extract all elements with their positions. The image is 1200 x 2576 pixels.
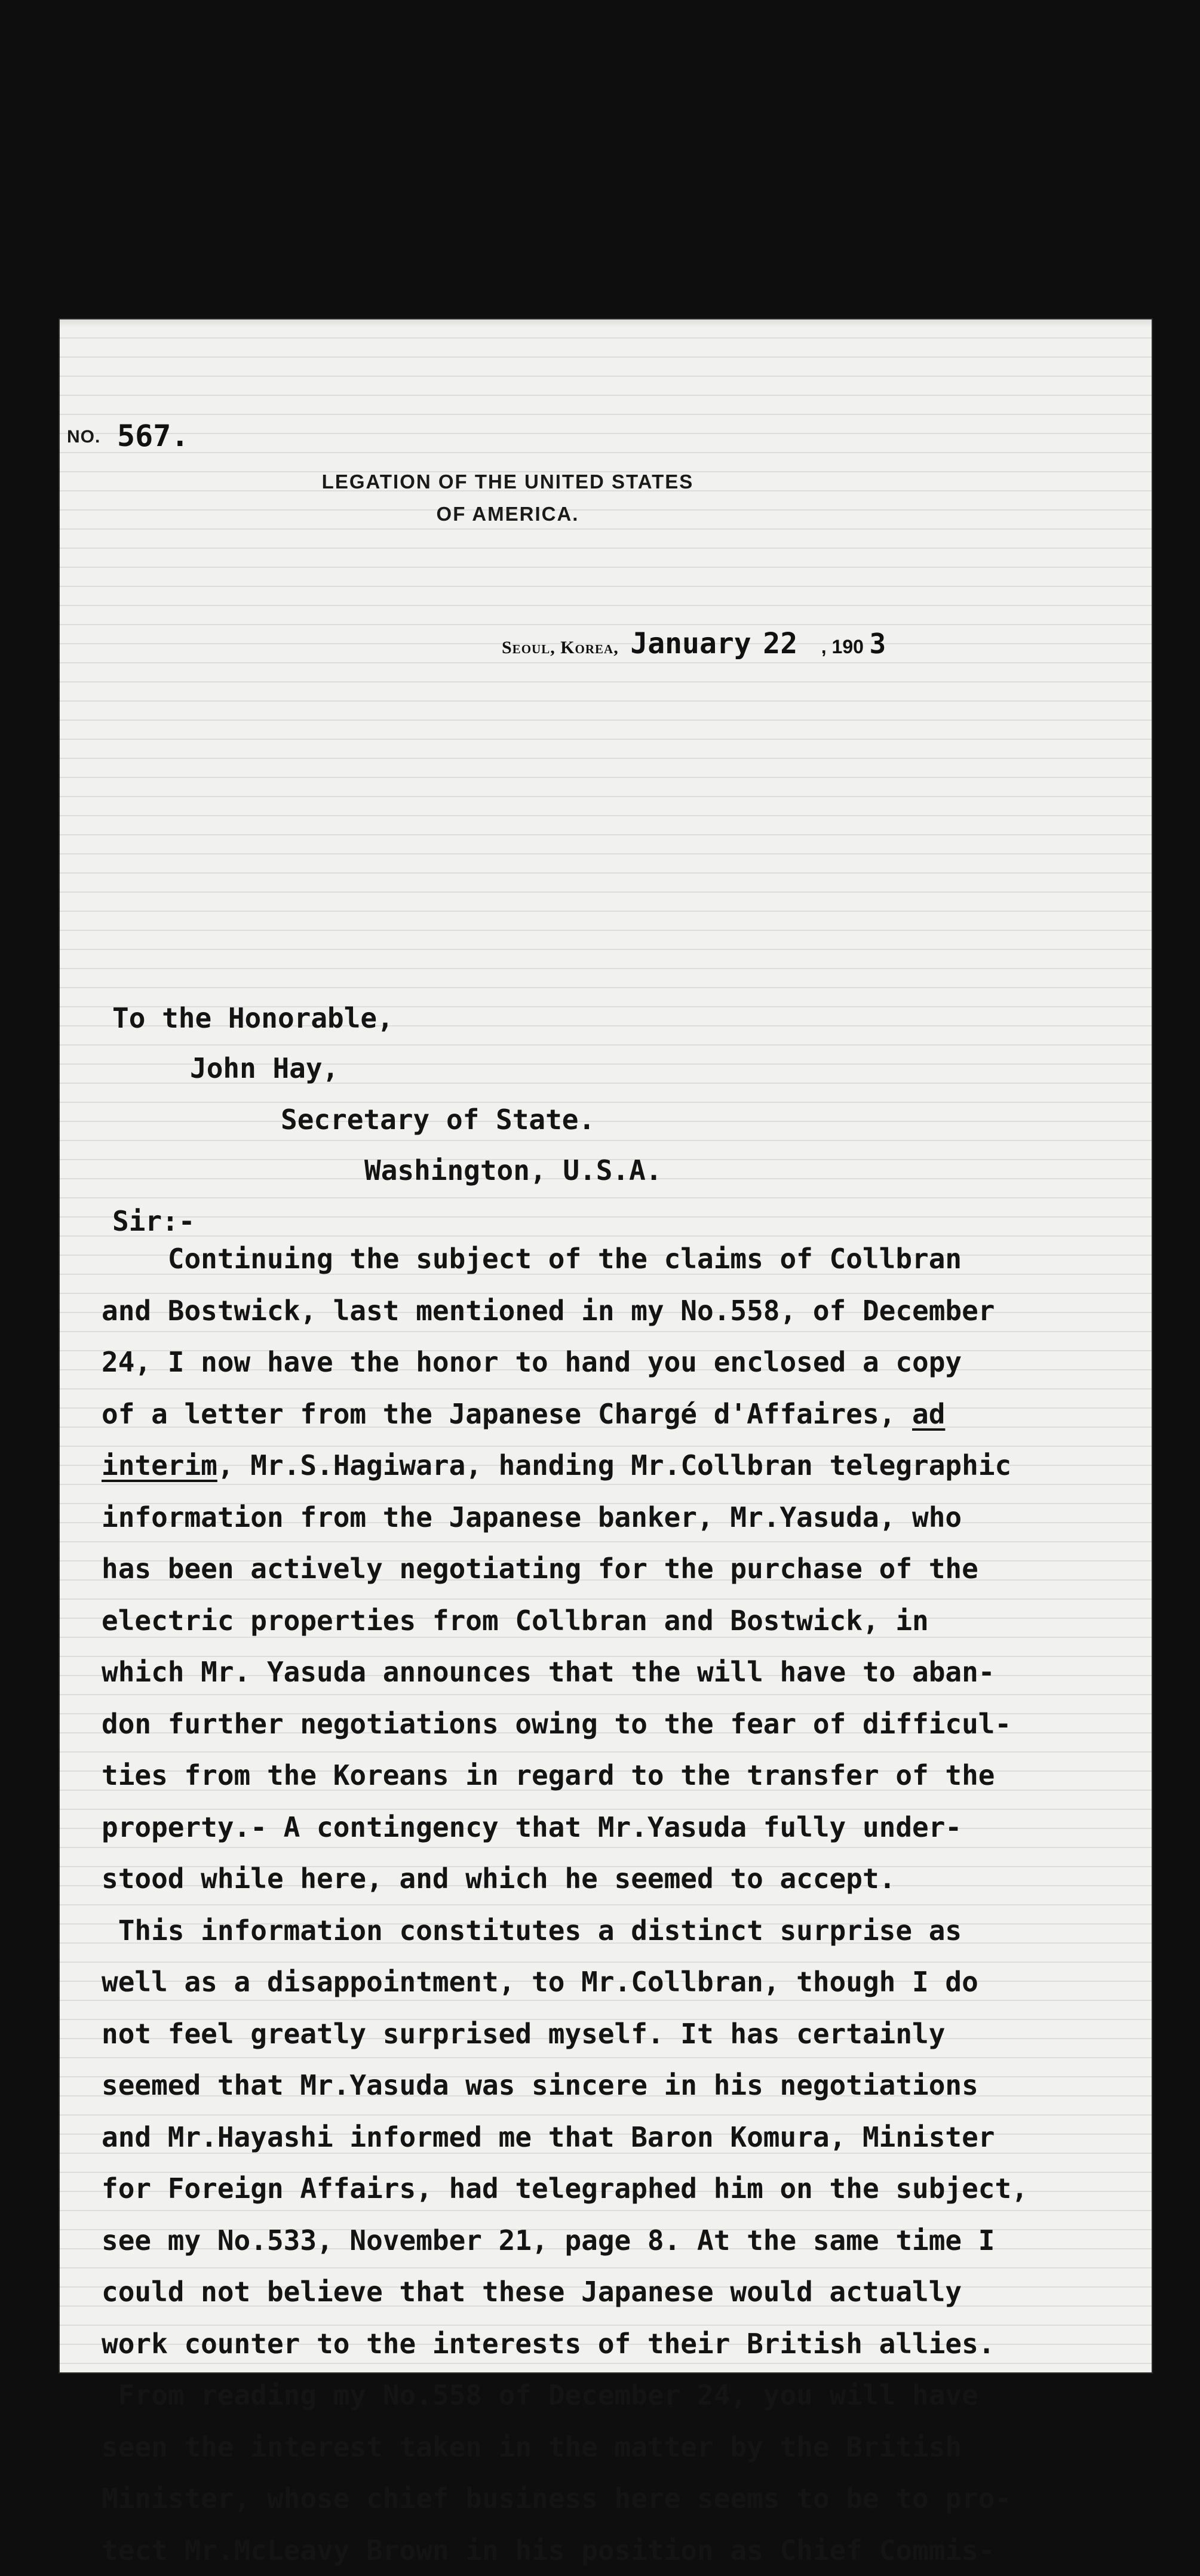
body-line: well as a disappointment, to Mr.Collbran, though I do <box>102 1956 1153 2008</box>
body-line: Minister, whose chief business here seems to be to pro- <box>102 2473 1153 2525</box>
dateline-year-printed: , 190 <box>821 636 864 657</box>
body-line: has been actively negotiating for the purchase of the <box>102 1543 1153 1595</box>
body-line-text: of a letter from the Japanese Chargé d'Affaires, <box>102 1398 912 1430</box>
body-line: This information constitutes a distinct surprise as <box>102 1905 1153 1957</box>
body-line: tect Mr.McLeavy Brown in his position as Chief Commis- <box>102 2525 1153 2576</box>
body-line <box>102 1440 1153 1492</box>
page-edge <box>60 319 1152 328</box>
address-line-3: Secretary of State. <box>281 1102 595 1138</box>
body-line <box>102 1388 1153 1440</box>
body-line: work counter to the interests of their British allies. <box>102 2318 1153 2370</box>
body-line: seen the interest taken in the matter by the British <box>102 2421 1153 2473</box>
body-line: 24, I now have the honor to hand you enclosed a copy <box>102 1336 1153 1388</box>
dateline-place: Seoul, Korea, <box>502 638 619 657</box>
body-line: stood while here, and which he seemed to accept. <box>102 1853 1153 1905</box>
letterhead-line-2: OF AMERICA. <box>239 498 777 530</box>
address-line-1: To the Honorable, <box>112 1000 394 1036</box>
body-line: information from the Japanese banker, Mr.Yasuda, who <box>102 1492 1153 1544</box>
body-line: which Mr. Yasuda announces that the will have to aban- <box>102 1646 1153 1698</box>
body-line: From reading my No.558 of December 24, you will have <box>102 2369 1153 2421</box>
document-number: 567. <box>117 419 189 453</box>
dateline-month: January <box>630 627 751 660</box>
body-line: for Foreign Affairs, had telegraphed him on the subject, <box>102 2163 1153 2215</box>
body-line: don further negotiations owing to the fear of difficul- <box>102 1698 1153 1750</box>
address-line-4: Washington, U.S.A. <box>364 1152 662 1188</box>
letterhead <box>239 466 777 530</box>
underlined-ad: ad <box>912 1398 945 1430</box>
body-line: Continuing the subject of the claims of Collbran <box>102 1233 1153 1285</box>
letterhead-line-1: LEGATION OF THE UNITED STATES <box>239 466 777 498</box>
address-line-2: John Hay, <box>190 1050 339 1086</box>
letter-body <box>102 1233 1153 2576</box>
document-page <box>60 319 1152 2372</box>
dateline-day: 22 <box>763 627 797 660</box>
body-line: ties from the Koreans in regard to the transfer of the <box>102 1750 1153 1802</box>
salutation: Sir:- <box>112 1203 195 1239</box>
body-line: electric properties from Collbran and Bostwick, in <box>102 1595 1153 1647</box>
dateline-year-typed: 3 <box>870 628 886 660</box>
body-line: not feel greatly surprised myself. It has certainly <box>102 2008 1153 2060</box>
body-line: property.- A contingency that Mr.Yasuda fully under- <box>102 1802 1153 1853</box>
dateline <box>502 627 886 660</box>
underlined-interim: interim <box>102 1449 217 1481</box>
body-line: seemed that Mr.Yasuda was sincere in his negotiations <box>102 2059 1153 2111</box>
number-label: NO. <box>67 427 100 447</box>
body-line-rest: , Mr.S.Hagiwara, handing Mr.Collbran telegraphic <box>217 1449 1011 1481</box>
body-line: could not believe that these Japanese would actually <box>102 2266 1153 2318</box>
body-line: and Mr.Hayashi informed me that Baron Komura, Minister <box>102 2111 1153 2163</box>
body-line: see my No.533, November 21, page 8. At the same time I <box>102 2215 1153 2267</box>
body-line: and Bostwick, last mentioned in my No.558, of December <box>102 1285 1153 1337</box>
